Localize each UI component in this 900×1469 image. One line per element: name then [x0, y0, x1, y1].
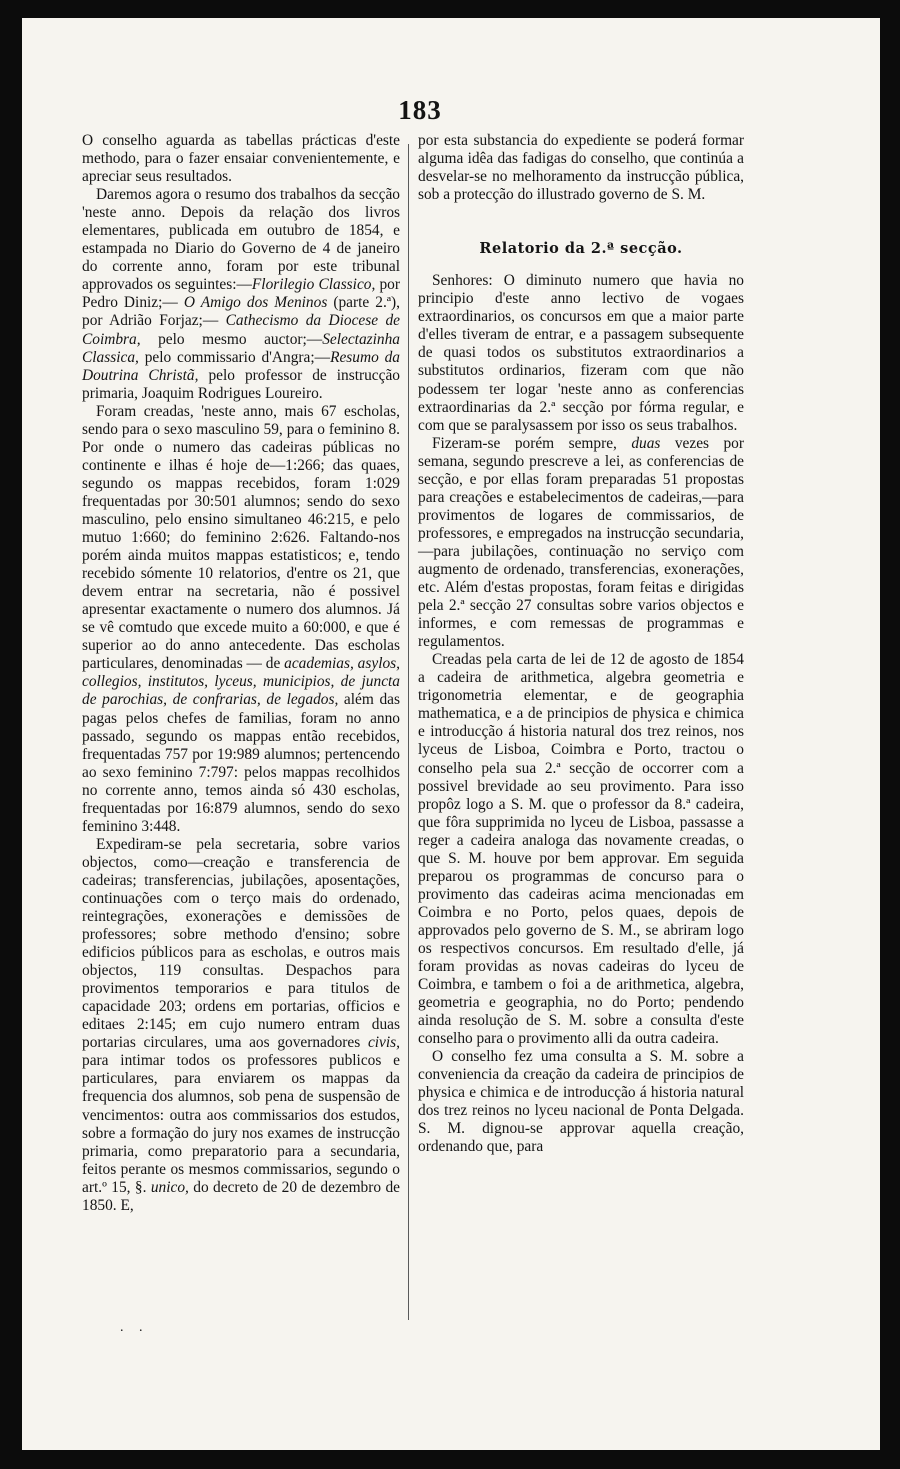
book-title: Resumo da Doutrina Christã, [82, 348, 400, 384]
paragraph: Daremos agora o resumo dos trabalhos da secção 'neste anno. Depois da relação dos livros elementares, publicada em outubro de 1854, e estampada no Diario do Governo de 4 de janeiro do corrente anno, foram por este tribunal approvados os seguintes:—Florilegio Classico, por Pedro Diniz;— O Amigo dos Meninos (parte 2.ª), por Adrião Forjaz;— Cathecismo da Diocese de Coimbra, pelo mesmo auctor;—Selectazinha Classica, pelo commissario d'Angra;—Resumo da Doutrina Christã, pelo professor de instrucção primaria, Joaquim Rodrigues Loureiro. [82, 186, 401, 402]
paragraph: Foram creadas, 'neste anno, mais 67 escholas, sendo para o sexo masculino 59, para o feminino 8. Por onde o numero das cadeiras públicas no continente e ilhas é hoje de—1:266; das quaes, segundo os mappas recebidos, foram 1:029 frequentadas por 30:501 alumnos; sendo do sexo masculino, pelo ensino simultaneo 46:215, e pelo mutuo 1:660; do feminino 2:626. Faltando-nos porém ainda muitos mappas estatisticos; e, tendo recebido sómente 10 relatorios, d'entre os 21, que devem entrar na secretaria, não é possivel apresentar exactamente o numero dos alumnos. Já se vê comtudo que excede muito a 60:000, e que é superior ao do anno antecedente. Das escholas particulares, denominadas — de academias, asylos, collegios, institutos, lyceus, municipios, de juncta de parochias, de confrarias, de legados, além das pagas pelos chefes de familias, foram no anno passado, segundo os mappas então recebidos, frequentadas 757 por 19:989 alumnos; pertencendo ao sexo feminino 7:797: pelos mappas recolhidos no corrente anno, temos ainda só 430 escholas, frequentadas por 16:879 alumnos, sendo do sexo feminino 3:448. [82, 402, 400, 835]
paragraph: Creadas pela carta de lei de 12 de agosto de 1854 a cadeira de arithmetica, algebra geometria e trigonometria elementar, e de geographia mathematica, e a de principios de physica e chimica e introducção á historia natural dos trez reinos, nos lyceus de Lisboa, Coimbra e Porto, tractou o conselho pela sua 2.ª secção de occorrer com a possivel brevidade ao seu provimento. Para isso propôz logo a S. M. que o professor da 8.ª cadeira, que fôra supprimida no lyceu de Lisboa, passasse a reger a cadeira analoga das novamente creadas, o que S. M. houve por bem approvar. Em seguida preparou os programmas de concurso para o provimento das cadeiras acima mencionadas em Coimbra e no Porto, pelos quaes, depois de approvados pelo governo de S. M., se abriram logo os respectivos concursos. Em resultado d'elle, já foram providas as novas cadeiras do lyceu de Coimbra, e tambem o foi a de arithmetica, algebra, geometria e geographia, no do Porto; pendendo ainda resolução de S. M. sobre a consulta d'este conselho para o provimento alli da outra cadeira. [418, 651, 744, 1048]
right-column [418, 132, 744, 1157]
footer-mark: . . [120, 1320, 149, 1335]
book-title: O Amigo dos Meninos [183, 294, 328, 312]
paragraph: Expediram-se pela secretaria, sobre varios objectos, como—creação e transferencia de cadeiras; transferencias, jubilações, aposentações, continuações com o terço mais do ordenado, reintegrações, exonerações e demissões de professores; sobre methodo d'ensino; sobre edificios públicos para as escholas, e outros mais objectos, 119 consultas. Despachos para provimentos temporarios e para titulos de capacidade 203; ordens em portarias, officios e editaes 2:145; em cujo numero entram duas portarias circulares, uma aos governadores civis, para intimar todos os professores publicos e particulares, para enviarem os mappas da frequencia dos alumnos, sob pena de suspensão de vencimentos: outra aos commissarios dos estudos, sobre a formação do jury nos exames de instrucção primaria, como preparatorio para a secundaria, feitos perante os mesmos commissarios, segundo o art.º 15, §. unico, do decreto de 20 de dezembro de 1850. E, [82, 835, 400, 1214]
book-title: Selectazinha Classica, [82, 330, 400, 366]
paragraph: por esta substancia do expediente se poderá formar alguma idêa das fadigas do conselho, que continúa a desvelar-se no melhoramento da instrucção pública, sob a protecção do illustrado governo de S. M. [418, 132, 744, 204]
paragraph: O conselho fez uma consulta a S. M. sobre a conveniencia da creação da cadeira de principios de physica e chimica e de introducção á historia natural dos trez reinos no lyceu nacional de Ponta Delgada. S. M. dignou-se approvar aquella creação, ordenando que, para [418, 1048, 744, 1156]
paragraph: Senhores: O diminuto numero que havia no principio d'este anno lectivo de vogaes extraordinarios, os concursos em que a maior parte d'elles tiveram de entrar, e a passagem subsequente de quasi todos os substitutos extraordinarios a substitutos ordinarios, fizeram com que não podessem ter logar 'neste anno as conferencias extraordinarias da 2.ª secção por fórma regular, e com que se paralysassem por isso os seus trabalhos. [418, 272, 744, 434]
page-number: 183 [398, 95, 442, 125]
book-title: Cathecismo da Diocese de Coimbra, [82, 312, 401, 348]
left-column [82, 132, 400, 1215]
paragraph: O conselho aguarda as tabellas prácticas d'este methodo, para o fazer ensaiar convenientemente, e apreciar seus resultados. [82, 132, 400, 186]
section-heading: Relatorio da 2.ª secção. [479, 240, 683, 258]
italic-list: academias, asylos, collegios, institutos, lyceus, municipios, de juncta de parochias, de confrarias, de legados, [82, 655, 400, 709]
book-title: Florilegio Classico, [251, 276, 376, 294]
column-divider [408, 144, 409, 1320]
paragraph: Fizeram-se porém sempre, duas vezes por semana, segundo prescreve a lei, as conferencias de secção, e por ellas foram preparadas 51 propostas para creações e estabelecimentos de cadeiras,—para provimentos de logares de commissarios, de professores, e empregados na instrucção secundaria,—para jubilações, continuação no serviço com augmento de ordenado, transferencias, exonerações, etc. Além d'estas propostas, foram feitas e dirigidas pela 2.ª secção 27 consultas sobre varios objectos e informes, e com remessas de programmas e regulamentos. [418, 434, 744, 651]
page-sheet [22, 18, 880, 1450]
